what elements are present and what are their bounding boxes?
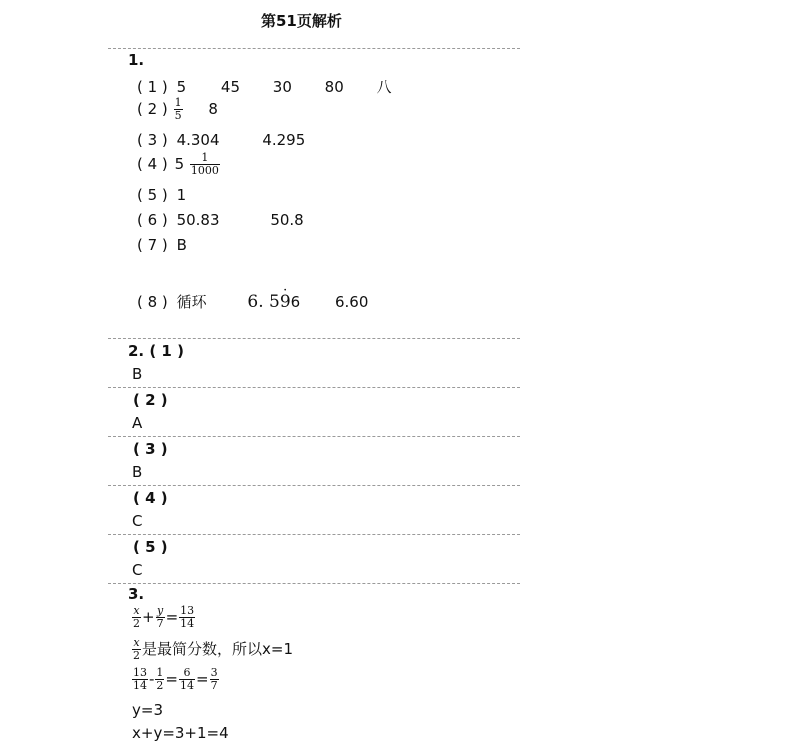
fraction bbox=[156, 605, 165, 630]
answer-value: 50.83 bbox=[176, 211, 220, 229]
equals-sign: = bbox=[165, 670, 178, 688]
answer-value: 4.304 bbox=[176, 131, 220, 149]
fraction-numerator: 1 bbox=[174, 96, 182, 109]
item-prefix: ( 6 ) bbox=[137, 211, 168, 229]
fraction bbox=[179, 605, 195, 630]
q2-5-answer: C bbox=[132, 561, 143, 579]
q2-3-answer: B bbox=[132, 463, 143, 481]
repeating-decimal-head: 6. 5 bbox=[247, 292, 280, 312]
q1-item-1 bbox=[137, 76, 392, 97]
q2-5-label: ( 5 ) bbox=[133, 538, 168, 556]
q3-equation-3 bbox=[131, 667, 220, 692]
answer-value: 1 bbox=[176, 186, 187, 204]
q2-1-label: 2. ( 1 ) bbox=[128, 342, 184, 360]
q3-equation-1 bbox=[131, 605, 196, 630]
fraction-denominator: 7 bbox=[156, 617, 164, 630]
q3-label: 3. bbox=[128, 585, 145, 603]
answer-value: 8 bbox=[208, 100, 218, 118]
q1-item-4 bbox=[137, 152, 221, 177]
fraction bbox=[190, 152, 220, 177]
repeating-decimal-tail: 6 bbox=[290, 293, 301, 311]
q1-item-6 bbox=[137, 211, 304, 229]
q2-2-label: ( 2 ) bbox=[133, 391, 168, 409]
item-prefix: ( 3 ) bbox=[137, 131, 168, 149]
equals-sign: = bbox=[165, 608, 179, 626]
q3-line-5: x+y=3+1=4 bbox=[132, 724, 229, 742]
fraction bbox=[132, 605, 141, 630]
q1-item-8 bbox=[137, 291, 368, 312]
item-prefix: ( 8 ) bbox=[137, 293, 168, 311]
q1-label: 1. bbox=[128, 51, 145, 69]
q3-line-4: y=3 bbox=[132, 701, 163, 719]
divider bbox=[108, 48, 520, 49]
q3-line-2 bbox=[131, 637, 293, 662]
fraction-denominator: 2 bbox=[156, 679, 164, 692]
answer-value: 5 bbox=[176, 78, 187, 96]
answer-value: 4.295 bbox=[262, 131, 306, 149]
fraction-denominator: 5 bbox=[174, 109, 182, 122]
repeating-decimal bbox=[247, 293, 300, 311]
divider bbox=[108, 485, 520, 486]
explanation-text: 是最简分数，所以x=1 bbox=[142, 640, 293, 658]
fraction-denominator: 14 bbox=[133, 679, 147, 692]
minus-sign: - bbox=[149, 670, 155, 688]
divider bbox=[108, 436, 520, 437]
answer-value: 50.8 bbox=[270, 211, 304, 229]
fraction-denominator: 1000 bbox=[190, 164, 219, 177]
fraction bbox=[179, 667, 195, 692]
q2-3-label: ( 3 ) bbox=[133, 440, 168, 458]
equals-sign: = bbox=[196, 670, 209, 688]
answer-value: 45 bbox=[220, 78, 240, 96]
fraction-denominator: 14 bbox=[180, 679, 194, 692]
q2-2-answer: A bbox=[132, 414, 143, 432]
divider bbox=[108, 583, 520, 584]
plus-sign: + bbox=[142, 608, 155, 626]
answer-value: 6.60 bbox=[334, 293, 369, 311]
fraction bbox=[132, 637, 141, 662]
q1-item-5 bbox=[137, 186, 186, 204]
fraction-numerator: y bbox=[156, 604, 164, 617]
answer-value: B bbox=[176, 236, 187, 254]
fraction bbox=[132, 667, 148, 692]
q1-item-7 bbox=[137, 236, 187, 254]
fraction-numerator: 13 bbox=[180, 604, 195, 617]
q1-item-3 bbox=[137, 131, 305, 149]
item-prefix: ( 7 ) bbox=[137, 236, 168, 254]
answer-word: 循环 bbox=[176, 293, 207, 311]
q1-item-2 bbox=[137, 97, 218, 122]
divider bbox=[108, 534, 520, 535]
fraction-numerator: x bbox=[133, 636, 140, 649]
answer-value: 八 bbox=[376, 78, 392, 96]
q2-1-answer: B bbox=[132, 365, 143, 383]
answer-value: 30 bbox=[272, 78, 292, 96]
item-prefix: ( 1 ) bbox=[137, 78, 168, 96]
answer-value: 80 bbox=[324, 78, 344, 96]
page-title: 第51页解析 bbox=[261, 12, 342, 30]
item-prefix: ( 2 ) bbox=[137, 100, 168, 118]
fraction-denominator: 7 bbox=[210, 679, 218, 692]
fraction-numerator: x bbox=[133, 604, 140, 617]
mixed-number-whole: 5 bbox=[174, 155, 185, 173]
fraction-numerator: 3 bbox=[210, 666, 218, 679]
divider bbox=[108, 338, 520, 339]
fraction bbox=[210, 667, 219, 692]
item-prefix: ( 4 ) bbox=[137, 155, 168, 173]
q2-4-answer: C bbox=[132, 512, 143, 530]
fraction-numerator: 1 bbox=[156, 666, 164, 679]
fraction-numerator: 1 bbox=[201, 151, 209, 164]
q2-4-label: ( 4 ) bbox=[133, 489, 168, 507]
fraction-denominator: 2 bbox=[133, 649, 140, 662]
divider bbox=[108, 387, 520, 388]
fraction-denominator: 14 bbox=[180, 617, 195, 630]
fraction-denominator: 2 bbox=[133, 617, 140, 630]
fraction bbox=[155, 667, 164, 692]
fraction-numerator: 6 bbox=[183, 666, 191, 679]
fraction bbox=[174, 97, 183, 122]
repeating-digit: · 9 bbox=[280, 292, 291, 312]
item-prefix: ( 5 ) bbox=[137, 186, 168, 204]
fraction-numerator: 13 bbox=[133, 666, 147, 679]
